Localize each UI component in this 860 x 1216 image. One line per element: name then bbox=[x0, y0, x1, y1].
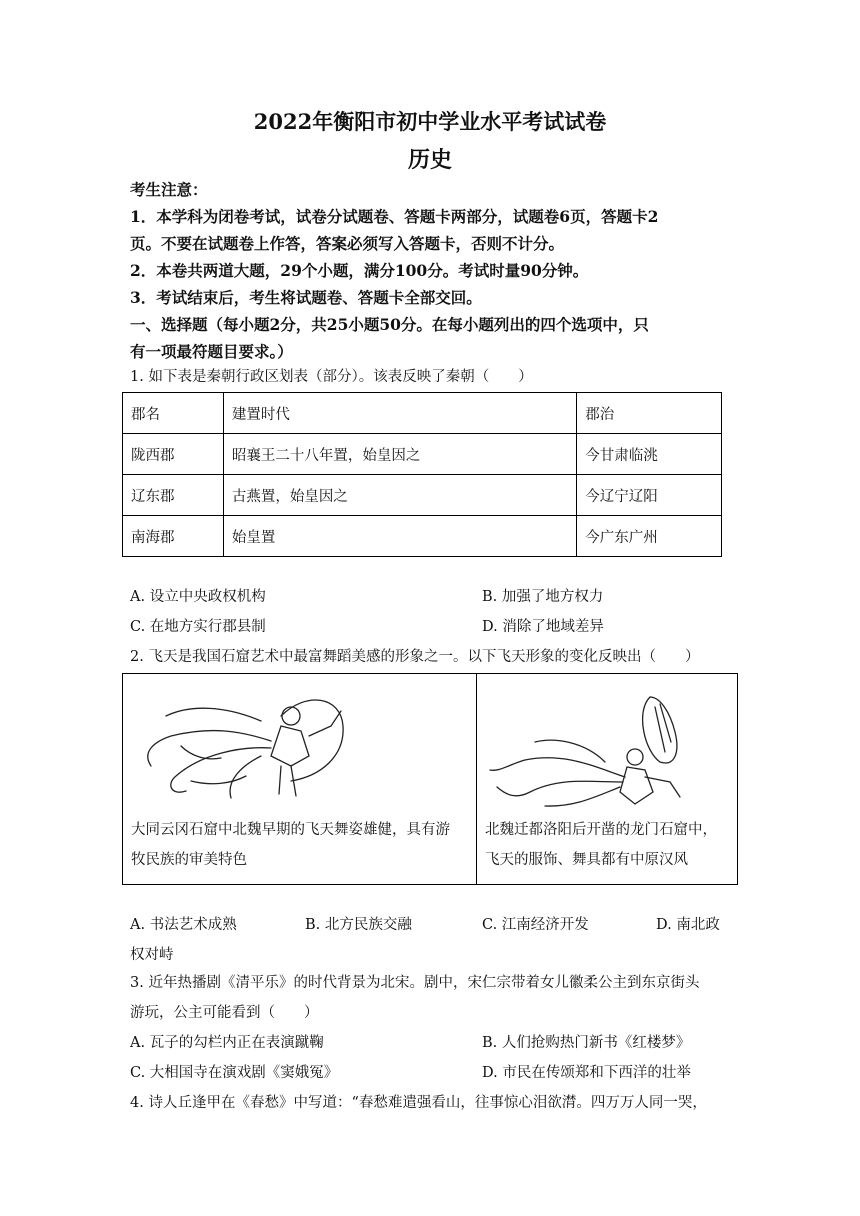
right-caption-line: 飞天的服饰、舞具都有中原汉风 bbox=[485, 852, 688, 868]
table-cell: 昭襄王二十八年置，始皇因之 bbox=[223, 434, 576, 475]
q2-option-d-cont: 权对峙 bbox=[130, 947, 174, 963]
q3-option-d[interactable]: D. 市民在传颂郑和下西洋的壮举 bbox=[482, 1065, 691, 1081]
left-caption bbox=[131, 815, 471, 875]
q1-stem: 1. 如下表是秦朝行政区划表（部分）。该表反映了秦朝（ ） bbox=[130, 369, 533, 385]
table-header-cell: 郡治 bbox=[577, 393, 722, 434]
right-caption-line: 北魏迁都洛阳后开凿的龙门石窟中， bbox=[485, 822, 717, 838]
table-row bbox=[123, 475, 722, 516]
notice-item: 2．本卷共两道大题，29个小题，满分100分。考试时量90分钟。 bbox=[130, 261, 589, 280]
q3-option-c[interactable]: C. 大相国寺在演戏剧《窦娥冤》 bbox=[130, 1065, 339, 1081]
q3-option-b[interactable]: B. 人们抢购热门新书《红楼梦》 bbox=[482, 1035, 691, 1051]
q2-figure-box bbox=[122, 673, 738, 885]
subject-title: 历史 bbox=[407, 147, 452, 173]
q4-stem: 4. 诗人丘逢甲在《春愁》中写道：“春愁难遣强看山，往事惊心泪欲潸。四万万人同一哭， bbox=[130, 1095, 707, 1111]
table-cell: 今甘肃临洮 bbox=[577, 434, 722, 475]
feitian-longmen-image bbox=[485, 682, 725, 812]
table-header-cell: 建置时代 bbox=[223, 393, 576, 434]
left-caption-line: 大同云冈石窟中北魏早期的飞天舞姿雄健，具有游 bbox=[131, 822, 450, 838]
notice-item: 页。不要在试题卷上作答，答案必须写入答题卡，否则不计分。 bbox=[130, 234, 565, 253]
feitian-yungang-image bbox=[131, 686, 371, 806]
section-heading-cont: 有一项最符题目要求。） bbox=[130, 342, 293, 361]
table-cell: 始皇置 bbox=[223, 516, 576, 557]
q1-option-c[interactable]: C. 在地方实行郡县制 bbox=[130, 619, 266, 635]
table-cell: 辽东郡 bbox=[123, 475, 224, 516]
q3-option-a[interactable]: A. 瓦子的勾栏内正在表演蹴鞠 bbox=[130, 1035, 324, 1051]
q1-table bbox=[122, 392, 722, 557]
table-cell: 今广东广州 bbox=[577, 516, 722, 557]
right-caption bbox=[485, 815, 735, 875]
q2-option-d[interactable]: D. 南北政 bbox=[656, 917, 720, 933]
exam-title: 2022年衡阳市初中学业水平考试试卷 bbox=[253, 109, 607, 134]
q3-stem-cont: 游玩，公主可能看到（ ） bbox=[130, 1005, 319, 1021]
table-cell: 陇西郡 bbox=[123, 434, 224, 475]
q2-option-c[interactable]: C. 江南经济开发 bbox=[482, 917, 589, 933]
q3-stem: 3. 近年热播剧《清平乐》的时代背景为北宋。剧中，宋仁宗带着女儿徽柔公主到东京街头 bbox=[130, 975, 700, 991]
q2-option-b[interactable]: B. 北方民族交融 bbox=[305, 917, 412, 933]
notice-heading: 考生注意： bbox=[130, 180, 208, 199]
q1-option-b[interactable]: B. 加强了地方权力 bbox=[482, 589, 604, 605]
section-heading: 一、选择题（每小题2分，共25小题50分。在每小题列出的四个选项中，只 bbox=[130, 315, 649, 334]
left-caption-line: 牧民族的审美特色 bbox=[131, 852, 247, 868]
q1-option-a[interactable]: A. 设立中央政权机构 bbox=[130, 589, 266, 605]
table-cell: 今辽宁辽阳 bbox=[577, 475, 722, 516]
table-row bbox=[123, 516, 722, 557]
table-header-cell: 郡名 bbox=[123, 393, 224, 434]
notice-item: 1．本学科为闭卷考试，试卷分试题卷、答题卡两部分，试题卷6页，答题卡2 bbox=[130, 207, 659, 226]
notice-item: 3．考试结束后，考生将试题卷、答题卡全部交回。 bbox=[130, 288, 482, 307]
figure-divider bbox=[476, 674, 477, 884]
q2-option-a[interactable]: A. 书法艺术成熟 bbox=[130, 917, 237, 933]
table-row bbox=[123, 434, 722, 475]
table-cell: 古燕置，始皇因之 bbox=[223, 475, 576, 516]
table-header-row bbox=[123, 393, 722, 434]
table-cell: 南海郡 bbox=[123, 516, 224, 557]
q2-stem: 2. 飞天是我国石窟艺术中最富舞蹈美感的形象之一。以下飞天形象的变化反映出（ ） bbox=[130, 649, 700, 665]
q1-option-d[interactable]: D. 消除了地域差异 bbox=[482, 619, 604, 635]
